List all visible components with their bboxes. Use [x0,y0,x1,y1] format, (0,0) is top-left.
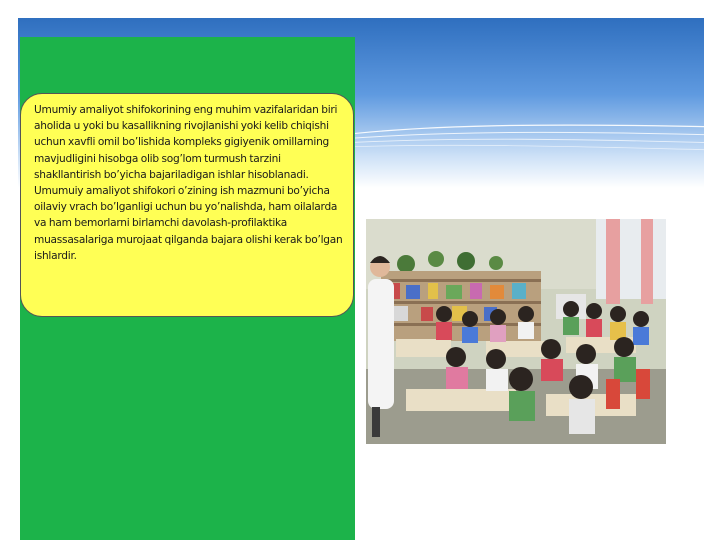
classroom-photo-illustration [366,219,666,444]
callout-body-text: Umumiy amaliyot shifokorining eng muhim vazifalaridan biri aholida u yoki bu kasallikning rivojlanishi yoki kelib chiqishi uchun xavfli omil bo’lishida kompleks gigiyenik omillarning mavjudligini hisobga olib sog’lom turmush tarzini shakllantirish bo’yicha bajariladigan ishlar hisoblanadi. Umumuiy amaliyot shifokori o’zining ish mazmuni bo’yicha oilaviy vrach bo’lganligi uchun bu yo’nalishda, ham oilalarda va ham bemorlarni birlamchi davolash-profilaktika muassasalariga murojaat qilganda bajara olishi kerak bo’lgan ishlardir. [34,104,343,262]
text-callout-box [20,93,354,317]
classroom-photo [366,219,666,444]
decorative-curves [340,95,720,175]
